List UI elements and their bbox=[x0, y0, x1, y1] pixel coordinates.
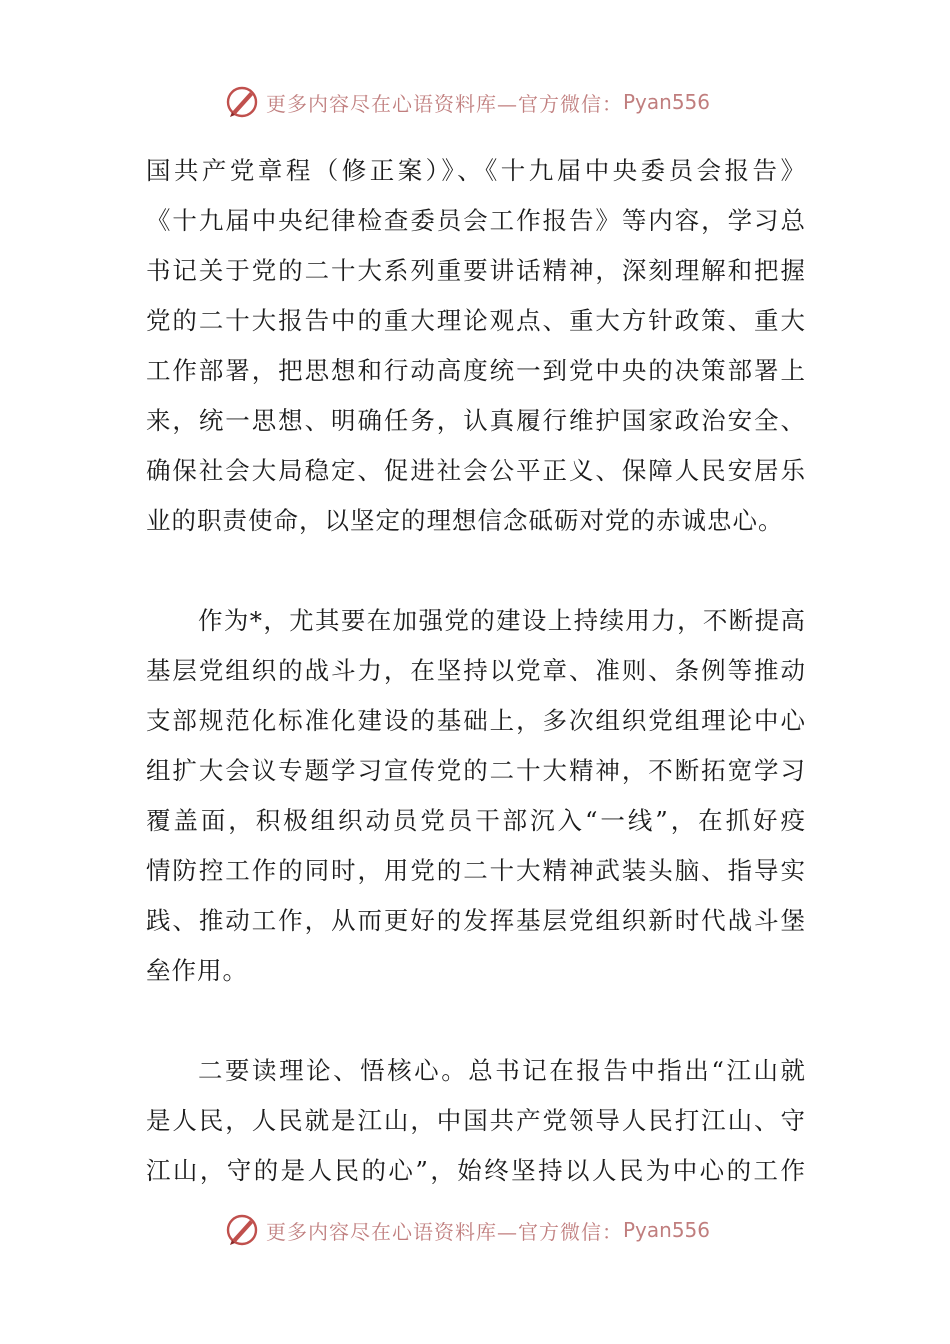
text-line: 党的二十大报告中的重大理论观点、重大方针政策、重大 bbox=[146, 306, 806, 335]
pen-logo-icon bbox=[224, 84, 260, 120]
footer-watermark bbox=[224, 1212, 710, 1248]
watermark-text: 更多内容尽在心语资料库—官方微信： bbox=[266, 1219, 623, 1244]
text-line: 情防控工作的同时，用党的二十大精神武装头脑、指导实 bbox=[146, 856, 806, 885]
text-line: 作为*，尤其要在加强党的建设上持续用力，不断提高 bbox=[198, 606, 806, 635]
watermark-id: Pyan556 bbox=[623, 1218, 711, 1242]
text-line: 业的职责使命，以坚定的理想信念砥砺对党的赤诚忠心。 bbox=[146, 506, 784, 535]
text-line: 书记关于党的二十大系列重要讲话精神，深刻理解和把握 bbox=[146, 256, 806, 285]
paragraph bbox=[146, 596, 806, 996]
document-body bbox=[146, 146, 806, 1196]
text-line: 支部规范化标准化建设的基础上，多次组织党组理论中心 bbox=[146, 706, 806, 735]
text-line: 工作部署，把思想和行动高度统一到党中央的决策部署上 bbox=[146, 356, 806, 385]
watermark-id: Pyan556 bbox=[623, 90, 711, 114]
text-line: 基层党组织的战斗力，在坚持以党章、准则、条例等推动 bbox=[146, 656, 806, 685]
text-line: 国共产党章程（修正案）》、《十九届中央委员会报告》 bbox=[146, 156, 806, 185]
text-line: 是人民，人民就是江山，中国共产党领导人民打江山、守 bbox=[146, 1106, 806, 1135]
text-line: 覆盖面，积极组织动员党员干部沉入“一线”，在抓好疫 bbox=[146, 806, 806, 835]
paragraph bbox=[146, 146, 806, 546]
text-line: 垒作用。 bbox=[146, 956, 248, 985]
pen-logo-icon bbox=[224, 1212, 260, 1248]
text-line: 江山，守的是人民的心”，始终坚持以人民为中心的工作 bbox=[146, 1156, 806, 1185]
text-line: 二要读理论、悟核心。总书记在报告中指出“江山就 bbox=[198, 1056, 806, 1085]
watermark-text: 更多内容尽在心语资料库—官方微信： bbox=[266, 91, 623, 116]
text-line: 践、推动工作，从而更好的发挥基层党组织新时代战斗堡 bbox=[146, 906, 806, 935]
paragraph bbox=[146, 1046, 806, 1196]
header-watermark bbox=[224, 84, 710, 120]
text-line: 《十九届中央纪律检查委员会工作报告》等内容，学习总 bbox=[146, 206, 806, 235]
text-line: 组扩大会议专题学习宣传党的二十大精神，不断拓宽学习 bbox=[146, 756, 806, 785]
text-line: 来，统一思想、明确任务，认真履行维护国家政治安全、 bbox=[146, 406, 806, 435]
text-line: 确保社会大局稳定、促进社会公平正义、保障人民安居乐 bbox=[146, 456, 806, 485]
